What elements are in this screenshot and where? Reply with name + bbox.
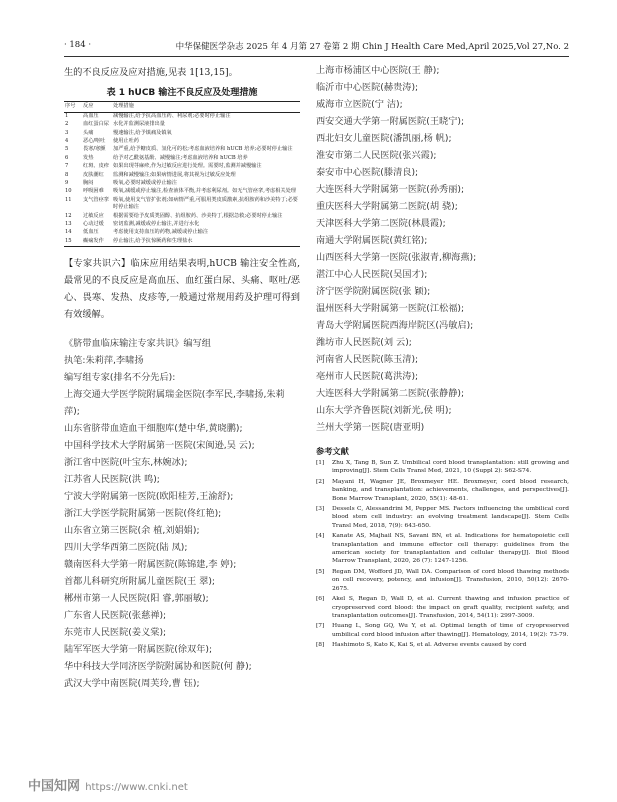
- member-line: 山东省脐带血造血干细胞库(楚中华,黄晓鹏);: [64, 422, 243, 434]
- table-row: [64, 138, 300, 146]
- row-number: 9: [65, 179, 69, 186]
- table-row: [64, 171, 300, 179]
- reaction-cell: 心动过缓: [83, 221, 104, 228]
- reaction-cell: 过敏反应: [83, 212, 104, 219]
- treatment-cell: 水化并监测尿液排出量: [113, 121, 165, 128]
- reference-number: [6]: [316, 596, 325, 603]
- treatment-cell: 吸氧,必要时减缓或停止输注: [113, 179, 177, 186]
- table-row: [64, 188, 300, 196]
- reference-item: [316, 532, 569, 566]
- member-line: 山西医科大学第一医院(张淑青,柳海燕);: [316, 252, 477, 263]
- reaction-cell: 发热: [83, 154, 94, 161]
- member-line: 四川大学华西第二医院(陆 凤);: [64, 541, 188, 553]
- lead-paragraph: 生的不良反应及应对措施,见表 1[13,15]。: [64, 67, 238, 78]
- table-row: [64, 129, 300, 137]
- reference-number: [3]: [316, 506, 325, 513]
- left-column: [64, 62, 300, 692]
- reaction-cell: 畏寒/寒颤: [83, 146, 106, 153]
- member-line: 温州医科大学附属第一医院(江松福);: [316, 303, 465, 314]
- member-line: 浙江大学医学院附属第一医院(佟红艳);: [64, 507, 222, 519]
- reaction-cell: 血红蛋白尿: [83, 121, 109, 128]
- reference-text: Akel S, Regan D, Wall D, et al. Current thawing and infusion practice of cryopreserved cord blood: the impact on graft quality, recipient safety, and transplantation outcomes[J]. Transfusion, 2014, 54(11): 2997-3009.: [332, 596, 569, 619]
- reference-item: [316, 459, 569, 476]
- table-row: [64, 163, 300, 171]
- reference-text: Mayani H, Wagner JE, Broxmeyer HE. Broxmeyer, cord blood research, banking, and transplantation: achievements, challenges, and perspectives[J]. Bone Marrow Transplant, 2020, 55(1): 48-61.: [332, 478, 569, 502]
- row-number: 5: [65, 146, 69, 153]
- reaction-cell: 癫痫发作: [83, 237, 104, 244]
- member-line: 大连医科大学附属第二医院(张静静);: [316, 388, 465, 399]
- reaction-cell: 呼吸困难: [83, 188, 104, 195]
- table-header-cell: 序号: [64, 102, 82, 113]
- member-line: 西北妇女儿童医院(潘凯丽,杨 帆);: [316, 133, 452, 144]
- member-line: 济宁医学院附属医院(张 颖);: [316, 286, 431, 297]
- page-header: [64, 40, 569, 56]
- reference-number: [5]: [316, 568, 325, 575]
- member-line: 执笔:朱莉萍,李啸扬: [64, 354, 144, 366]
- row-number: 11: [65, 196, 72, 203]
- row-number: 10: [65, 188, 72, 195]
- member-line: 赣南医科大学第一附属医院(陈锦建,李 婷);: [64, 558, 237, 570]
- reaction-cell: 支气管痉挛: [83, 196, 109, 203]
- member-line: 中国科学技术大学附属第一医院(宋闽逊,吴 云);: [64, 439, 255, 451]
- reference-item: [316, 622, 569, 639]
- member-line: 编写组专家(排名不分先后):: [64, 371, 176, 383]
- treatment-cell: 根据需要给予皮质类固醇、抗组胺药、沙美特丁,根据急救;必要时停止输注: [113, 212, 283, 219]
- member-line: 上海市杨浦区中心医院(王 静);: [316, 65, 440, 76]
- treatment-cell: 密切监测,减缓或停止输注,并进行水化: [113, 221, 200, 228]
- table-row: [64, 180, 300, 188]
- reaction-cell: 头痛: [83, 129, 94, 136]
- row-number: 1: [65, 112, 69, 119]
- member-line: 上海交通大学医学院附属瑞金医院(李军民,李啸扬,朱莉萍);: [64, 388, 285, 417]
- table-header-cell: 反应: [82, 102, 112, 113]
- treatment-cell: 如果出现荨麻疹,作为过敏反应进行处理。需要时,监测并减慢输注: [113, 163, 262, 170]
- row-number: 6: [65, 154, 69, 161]
- member-line: 湛江中心人民医院(吴国才);: [316, 269, 428, 280]
- member-line: 南通大学附属医院(黄红铭);: [316, 235, 428, 246]
- table-row: [64, 221, 300, 229]
- treatment-cell: 吸氧,使用支气管扩张剂;如病情严重,可服用类皮质激素,抗组胺药和沙美特丁;必要时停止输注: [113, 196, 298, 211]
- table-row: [64, 237, 300, 246]
- right-member-list: [316, 62, 569, 436]
- member-line: 泰安市中心医院(滕清良);: [316, 167, 419, 178]
- member-line: 临沂市中心医院(赫贵涛);: [316, 82, 419, 93]
- page-number: · 184 ·: [64, 40, 92, 50]
- row-number: 4: [65, 138, 69, 145]
- treatment-cell: 使用止吐药: [113, 138, 139, 145]
- reference-item: [316, 568, 569, 593]
- member-line: 郴州市第一人民医院(阳 睿,郭丽敏);: [64, 592, 209, 604]
- treatment-cell: 慢速输注,给予镇痛及镇氧: [113, 129, 172, 136]
- reference-text: Dessels C, Alessandrini M, Pepper MS. Factors influencing the umbilical cord blood stem cell industry: an evolving treatment landscape[J]. Stem Cells Transl Med, 2018, 7(9): 643-650.: [332, 506, 569, 529]
- cnki-watermark: [28, 775, 188, 794]
- table-row: [64, 229, 300, 237]
- header-rule: [64, 56, 569, 57]
- reference-item: [316, 505, 569, 530]
- treatment-cell: 加严重,给予糖皮质、氢化可的松;考虑血液培养和 hUCB 培养;必要时停止输注: [113, 146, 293, 153]
- row-number: 12: [65, 212, 72, 219]
- member-line: 浙江省中医院(叶宝东,林婉冰);: [64, 456, 188, 468]
- left-member-list: [64, 352, 300, 692]
- row-number: 8: [65, 171, 69, 178]
- references-title: 参考文献: [316, 446, 349, 456]
- table-header-row: [64, 102, 300, 113]
- treatment-cell: 减慢输注,给予抗高血压药、利尿剂;必要时停止输注: [113, 112, 231, 119]
- reference-text: Regan DM, Wofford JD, Wall DA. Comparison of cord blood thawing methods on cell recovery, potency, and infusion[J]. Transfusion, 2010, 50(12): 2670-2675.: [332, 568, 569, 592]
- reference-text: Hashimoto S, Kato K, Kai S, et al. Adverse events caused by cord: [332, 642, 527, 649]
- reference-text: Zhu X, Tang B, Sun Z. Umbilical cord blood transplantation: still growing and improving[J]. Stem Cells Transl Med, 2021, 10 (Suppl 2): S62-S74.: [332, 460, 569, 475]
- treatment-cell: 停止输注,给予抗惊厥药和生理盐水: [113, 237, 193, 244]
- member-line: 威海市立医院(宁 洁);: [316, 99, 403, 110]
- treatment-cell: 吸氧,减缓或停止输注,检查液体平衡,并考虑利尿剂。如无气管痉挛,考虑相关处理: [113, 188, 296, 195]
- row-number: 14: [65, 229, 72, 236]
- table-row: [64, 146, 300, 154]
- reference-number: [1]: [316, 460, 325, 466]
- journal-title: 中华保健医学杂志 2025 年 4 月第 27 卷第 2 期 Chin J Health Care Med,April 2025,Vol 27,No. 2: [175, 42, 569, 52]
- member-line: 陆军军医大学第一附属医院(徐双年);: [64, 643, 213, 655]
- member-line: 宁波大学附属第一医院(欧阳桂芳,王渝舒);: [64, 490, 234, 502]
- reference-item: [316, 595, 569, 620]
- member-line: 广东省人民医院(张慈禅);: [64, 609, 167, 621]
- member-line: 首都儿科研究所附属儿童医院(王 翠);: [64, 575, 215, 587]
- reference-number: [4]: [316, 533, 325, 540]
- member-line: 亳州市人民医院(葛洪涛);: [316, 371, 419, 382]
- table-row: [64, 212, 300, 220]
- reference-text: Kanate AS, Majhail NS, Savani BN, et al. Indications for hematopoietic cell transplantation and immune effector cell therapy: guidelines from the american society for transplantation and cellular therapy[J]. Biol Blood Marrow Transplant, 2020, 26 (7): 1247-1256.: [332, 533, 569, 565]
- member-line: 武汉大学中南医院(周芙玲,曹 钰);: [64, 677, 200, 689]
- reaction-cell: 高血压: [83, 112, 99, 119]
- row-number: 3: [65, 129, 69, 136]
- table-row: [64, 196, 300, 212]
- reaction-cell: 红斑、皮疹: [83, 163, 109, 170]
- member-line: 华中科技大学同济医学院附属协和医院(何 静);: [64, 660, 252, 672]
- cnki-brand: 中国知网: [28, 779, 81, 794]
- row-number: 7: [65, 163, 69, 170]
- treatment-cell: 监测和减慢输注;如果病情进展,将其视为过敏反应处理: [113, 171, 236, 178]
- member-line: 潍坊市人民医院(刘 云);: [316, 337, 412, 348]
- reference-list: [316, 459, 569, 650]
- reference-number: [8]: [316, 642, 325, 649]
- treatment-cell: 给予对乙酰氨基酚、减慢输注;考虑血液培养和 hUCB 培养: [113, 154, 248, 161]
- member-line: 淮安市第二人民医院(张兴霞);: [316, 150, 437, 161]
- table-title: 表 1 hUCB 输注不良反应及处理措施: [106, 88, 258, 98]
- member-line: 河南省人民医院(陈玉清);: [316, 354, 419, 365]
- member-line: 天津医科大学第二医院(林晨霞);: [316, 218, 446, 229]
- reference-number: [2]: [316, 478, 325, 485]
- reaction-cell: 低血压: [83, 229, 99, 236]
- row-number: 15: [65, 237, 72, 244]
- member-line: 青岛大学附属医院西海岸院区(冯敏启);: [316, 320, 474, 331]
- treatment-cell: 考虑使用支持血压的药物,减缓或停止输注: [113, 229, 209, 236]
- reaction-cell: 恶心/呕吐: [83, 138, 106, 145]
- reaction-cell: 胸闷: [83, 179, 94, 186]
- reaction-cell: 皮肤潮红: [83, 171, 104, 178]
- reference-text: Huang L, Song GQ, Wu Y, et al. Optimal length of time of cryopreserved umbilical cord blood infusion after thawing[J]. Hematology, 2014, 19(2): 73-79.: [332, 623, 569, 638]
- member-line: 东莞市人民医院(姜义棠);: [64, 626, 167, 638]
- cnki-url: https://www.cnki.net: [85, 782, 188, 793]
- row-number: 2: [65, 121, 69, 128]
- right-column: [316, 62, 569, 652]
- row-number: 13: [65, 221, 72, 228]
- member-line: 江苏省人民医院(洪 鸣);: [64, 473, 160, 485]
- member-line: 西安交通大学第一附属医院(王晓宁);: [316, 116, 465, 127]
- table-row: [64, 121, 300, 129]
- table-row: [64, 154, 300, 162]
- writing-group-title: 《脐带血临床输注专家共识》编写组: [64, 337, 211, 349]
- member-line: 山东省立第三医院(余 植,刘娟娟);: [64, 524, 200, 536]
- member-line: 兰州大学第一医院(唐亚明): [316, 422, 425, 433]
- reference-item: [316, 478, 569, 503]
- expert-consensus-six: 【专家共识六】临床应用结果表明,hUCB 输注安全性高,最常见的不良反应是高血压、血红蛋白尿、头痛、呕吐/恶心、畏寒、发热、皮疹等,一般通过常规用药及护理可得到有效缓解。: [64, 257, 300, 320]
- member-line: 大连医科大学附属第一医院(孙秀丽);: [316, 184, 465, 195]
- reference-number: [7]: [316, 623, 325, 630]
- table-header-cell: 处理措施: [112, 102, 300, 113]
- member-line: 山东大学齐鲁医院(刘新光,侯 明);: [316, 405, 452, 416]
- member-line: 重庆医科大学附属第二医院(胡 骁);: [316, 201, 458, 212]
- reference-item: [316, 641, 569, 649]
- table-row: [64, 112, 300, 121]
- adverse-reaction-table: [64, 101, 300, 247]
